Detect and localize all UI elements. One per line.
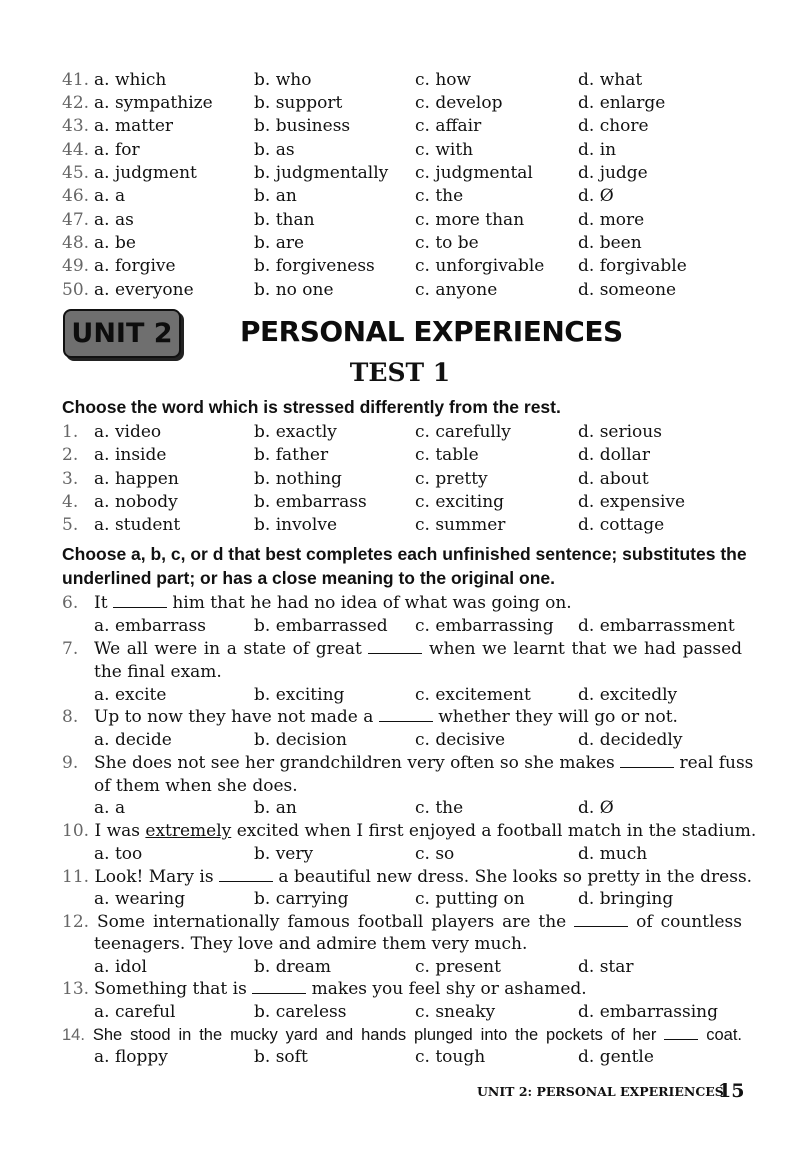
question-10 <box>62 820 757 843</box>
answer-row <box>62 115 752 138</box>
option-d: d. been <box>578 233 642 253</box>
question-text <box>94 752 754 775</box>
question-14-options <box>62 1046 752 1069</box>
option-c: c. putting on <box>415 889 525 909</box>
item-number: 3. <box>62 469 79 489</box>
option-b: b. exactly <box>254 422 337 442</box>
question-text <box>62 866 753 889</box>
item-number: 47. <box>62 210 90 230</box>
option-a: a. wearing <box>94 889 186 909</box>
option-c: c. summer <box>415 515 506 535</box>
option-b: b. embarrassed <box>254 616 388 636</box>
question-number: 6. <box>62 593 79 613</box>
answer-blank <box>620 753 674 768</box>
answer-row <box>62 255 752 278</box>
question-number: 10. <box>62 821 90 841</box>
option-b: b. an <box>254 186 297 206</box>
option-d: d. dollar <box>578 445 650 465</box>
question-post: real fuss <box>679 753 754 773</box>
item-number: 1. <box>62 422 79 442</box>
question-pre: It <box>94 593 108 613</box>
answer-blank <box>113 593 167 608</box>
answer-row <box>62 69 752 92</box>
option-c: c. so <box>415 844 455 864</box>
option-d: d. someone <box>578 280 677 300</box>
question-12 <box>62 911 752 934</box>
question-text <box>94 706 678 729</box>
option-b: b. dream <box>254 957 332 977</box>
option-a: a. embarrass <box>94 616 206 636</box>
test-title: TEST 1 <box>349 358 451 387</box>
question-9-options <box>62 797 752 820</box>
option-a: a. a <box>94 798 126 818</box>
unit-badge: UNIT 2 <box>63 309 181 358</box>
answer-blank <box>368 639 422 654</box>
underlined-part: extremely <box>145 821 232 841</box>
answer-row <box>62 92 752 115</box>
question-7-options <box>62 684 752 707</box>
option-b: b. careless <box>254 1002 347 1022</box>
option-b: b. an <box>254 798 297 818</box>
option-a: a. sympathize <box>94 93 213 113</box>
question-post: a beautiful new dress. She looks so pretty in the dress. <box>278 867 753 887</box>
question-8 <box>62 706 752 729</box>
question-7-continuation: the final exam. <box>94 662 222 682</box>
completion-instruction-line1: Choose a, b, c, or d that best completes each unfinished sentence; substitutes the <box>62 544 747 564</box>
option-d: d. what <box>578 70 643 90</box>
question-8-options <box>62 729 752 752</box>
option-c: c. unforgivable <box>415 256 545 276</box>
question-11 <box>62 866 752 889</box>
answer-row <box>62 279 752 302</box>
option-c: c. embarrassing <box>415 616 554 636</box>
question-post: of countless <box>636 912 743 932</box>
option-d: d. gentle <box>578 1047 654 1067</box>
item-number: 4. <box>62 492 79 512</box>
option-a: a. video <box>94 422 162 442</box>
option-d: d. embarrassment <box>578 616 735 636</box>
option-a: a. careful <box>94 1002 176 1022</box>
option-d: d. enlarge <box>578 93 666 113</box>
question-9 <box>62 752 752 775</box>
question-number: 14. <box>62 1026 85 1044</box>
option-c: c. pretty <box>415 469 488 489</box>
question-post: whether they will go or not. <box>438 707 678 727</box>
option-d: d. much <box>578 844 648 864</box>
item-number: 44. <box>62 140 90 160</box>
option-b: b. than <box>254 210 315 230</box>
option-c: c. judgmental <box>415 163 533 183</box>
option-b: b. very <box>254 844 314 864</box>
option-a: a. forgive <box>94 256 176 276</box>
option-b: b. embarrass <box>254 492 367 512</box>
completion-instruction-line2: underlined part; or has a close meaning to the original one. <box>62 568 555 588</box>
option-b: b. no one <box>254 280 334 300</box>
item-number: 45. <box>62 163 90 183</box>
option-c: c. anyone <box>415 280 498 300</box>
question-13 <box>62 978 752 1001</box>
question-number: 13. <box>62 979 90 999</box>
stress-row <box>62 468 752 491</box>
answer-blank <box>219 867 273 882</box>
stress-instruction: Choose the word which is stressed differently from the rest. <box>62 397 561 417</box>
option-b: b. carrying <box>254 889 349 909</box>
option-b: b. involve <box>254 515 338 535</box>
option-d: d. Ø <box>578 186 614 206</box>
page-number: 15 <box>718 1080 745 1102</box>
stress-row <box>62 514 752 537</box>
answer-blank <box>379 707 433 722</box>
option-c: c. with <box>415 140 474 160</box>
option-a: a. floppy <box>94 1047 168 1067</box>
option-b: b. business <box>254 116 351 136</box>
option-a: a. matter <box>94 116 174 136</box>
question-number: 9. <box>62 753 79 773</box>
option-a: a. which <box>94 70 167 90</box>
question-pre: I was <box>94 821 140 841</box>
option-b: b. nothing <box>254 469 342 489</box>
option-a: a. for <box>94 140 140 160</box>
option-a: a. inside <box>94 445 167 465</box>
item-number: 41. <box>62 70 90 90</box>
option-a: a. student <box>94 515 181 535</box>
question-pre: She stood in the mucky yard and hands plunged into the pockets of her <box>92 1026 657 1044</box>
stress-row <box>62 444 752 467</box>
option-d: d. star <box>578 957 634 977</box>
option-a: a. idol <box>94 957 147 977</box>
question-12-options <box>62 956 752 979</box>
question-post: him that he had no idea of what was going on. <box>172 593 572 613</box>
item-number: 43. <box>62 116 90 136</box>
question-pre: She does not see her grandchildren very often so she makes <box>94 753 615 773</box>
answer-blank <box>252 979 306 994</box>
running-head: UNIT 2: PERSONAL EXPERIENCES <box>477 1084 724 1099</box>
option-d: d. embarrassing <box>578 1002 718 1022</box>
question-post: excited when I first enjoyed a football match in the stadium. <box>236 821 757 841</box>
option-c: c. table <box>415 445 479 465</box>
option-a: a. nobody <box>94 492 178 512</box>
item-number: 2. <box>62 445 79 465</box>
option-b: b. as <box>254 140 295 160</box>
option-d: d. Ø <box>578 798 614 818</box>
question-pre: Some internationally famous football players are the <box>96 912 567 932</box>
question-text <box>62 820 757 843</box>
option-c: c. exciting <box>415 492 505 512</box>
option-b: b. decision <box>254 730 347 750</box>
question-number: 12. <box>62 912 90 932</box>
option-c: c. develop <box>415 93 503 113</box>
item-number: 42. <box>62 93 90 113</box>
question-pre: Look! Mary is <box>94 867 214 887</box>
option-a: a. judgment <box>94 163 197 183</box>
option-a: a. decide <box>94 730 172 750</box>
option-b: b. who <box>254 70 312 90</box>
option-d: d. judge <box>578 163 648 183</box>
option-d: d. serious <box>578 422 662 442</box>
question-pre: We all were in a state of great <box>94 639 362 659</box>
answer-row <box>62 162 752 185</box>
option-d: d. expensive <box>578 492 686 512</box>
option-b: b. forgiveness <box>254 256 375 276</box>
question-post: coat. <box>706 1026 743 1044</box>
question-6 <box>62 592 752 615</box>
option-c: c. tough <box>415 1047 486 1067</box>
question-6-options <box>62 615 752 638</box>
question-13-options <box>62 1001 752 1024</box>
option-c: c. carefully <box>415 422 511 442</box>
item-number: 50. <box>62 280 90 300</box>
option-b: b. support <box>254 93 343 113</box>
question-pre: Up to now they have not made a <box>94 707 374 727</box>
question-number: 11. <box>62 867 90 887</box>
question-number: 7. <box>62 639 79 659</box>
question-text <box>62 1024 742 1047</box>
option-c: c. the <box>415 798 464 818</box>
question-pre: Something that is <box>94 979 247 999</box>
option-d: d. cottage <box>578 515 665 535</box>
question-9-continuation: of them when she does. <box>94 776 298 796</box>
item-number: 46. <box>62 186 90 206</box>
option-d: d. chore <box>578 116 649 136</box>
option-a: a. happen <box>94 469 179 489</box>
option-d: d. more <box>578 210 645 230</box>
option-b: b. father <box>254 445 329 465</box>
question-text <box>94 638 742 661</box>
option-c: c. excitement <box>415 685 531 705</box>
option-b: b. soft <box>254 1047 308 1067</box>
option-c: c. affair <box>415 116 482 136</box>
option-c: c. more than <box>415 210 525 230</box>
question-7 <box>62 638 752 661</box>
answer-blank <box>664 1025 698 1040</box>
question-14 <box>62 1024 752 1047</box>
item-number: 49. <box>62 256 90 276</box>
question-number: 8. <box>62 707 79 727</box>
option-c: c. how <box>415 70 472 90</box>
question-post: makes you feel shy or ashamed. <box>311 979 587 999</box>
option-c: c. sneaky <box>415 1002 496 1022</box>
option-c: c. the <box>415 186 464 206</box>
option-c: c. decisive <box>415 730 506 750</box>
answer-row <box>62 209 752 232</box>
question-text <box>62 911 742 934</box>
answer-blank <box>574 912 628 927</box>
option-d: d. bringing <box>578 889 674 909</box>
answer-row <box>62 185 752 208</box>
stress-row <box>62 491 752 514</box>
option-b: b. are <box>254 233 305 253</box>
option-d: d. decidedly <box>578 730 683 750</box>
answer-row <box>62 232 752 255</box>
answer-row <box>62 139 752 162</box>
unit-title: PERSONAL EXPERIENCES <box>240 315 623 348</box>
option-d: d. in <box>578 140 617 160</box>
option-c: c. to be <box>415 233 479 253</box>
option-d: d. forgivable <box>578 256 687 276</box>
option-b: b. judgmentally <box>254 163 389 183</box>
stress-row <box>62 421 752 444</box>
question-post: when we learnt that we had passed <box>429 639 743 659</box>
item-number: 5. <box>62 515 79 535</box>
question-text <box>94 592 572 615</box>
question-10-options <box>62 843 752 866</box>
question-text <box>94 978 587 1001</box>
option-a: a. as <box>94 210 134 230</box>
question-11-options <box>62 888 752 911</box>
option-a: a. be <box>94 233 136 253</box>
option-c: c. present <box>415 957 501 977</box>
option-d: d. about <box>578 469 649 489</box>
option-a: a. a <box>94 186 126 206</box>
question-12-continuation: teenagers. They love and admire them very much. <box>94 934 528 954</box>
option-a: a. too <box>94 844 143 864</box>
option-b: b. exciting <box>254 685 345 705</box>
option-a: a. everyone <box>94 280 194 300</box>
option-d: d. excitedly <box>578 685 678 705</box>
item-number: 48. <box>62 233 90 253</box>
option-a: a. excite <box>94 685 167 705</box>
